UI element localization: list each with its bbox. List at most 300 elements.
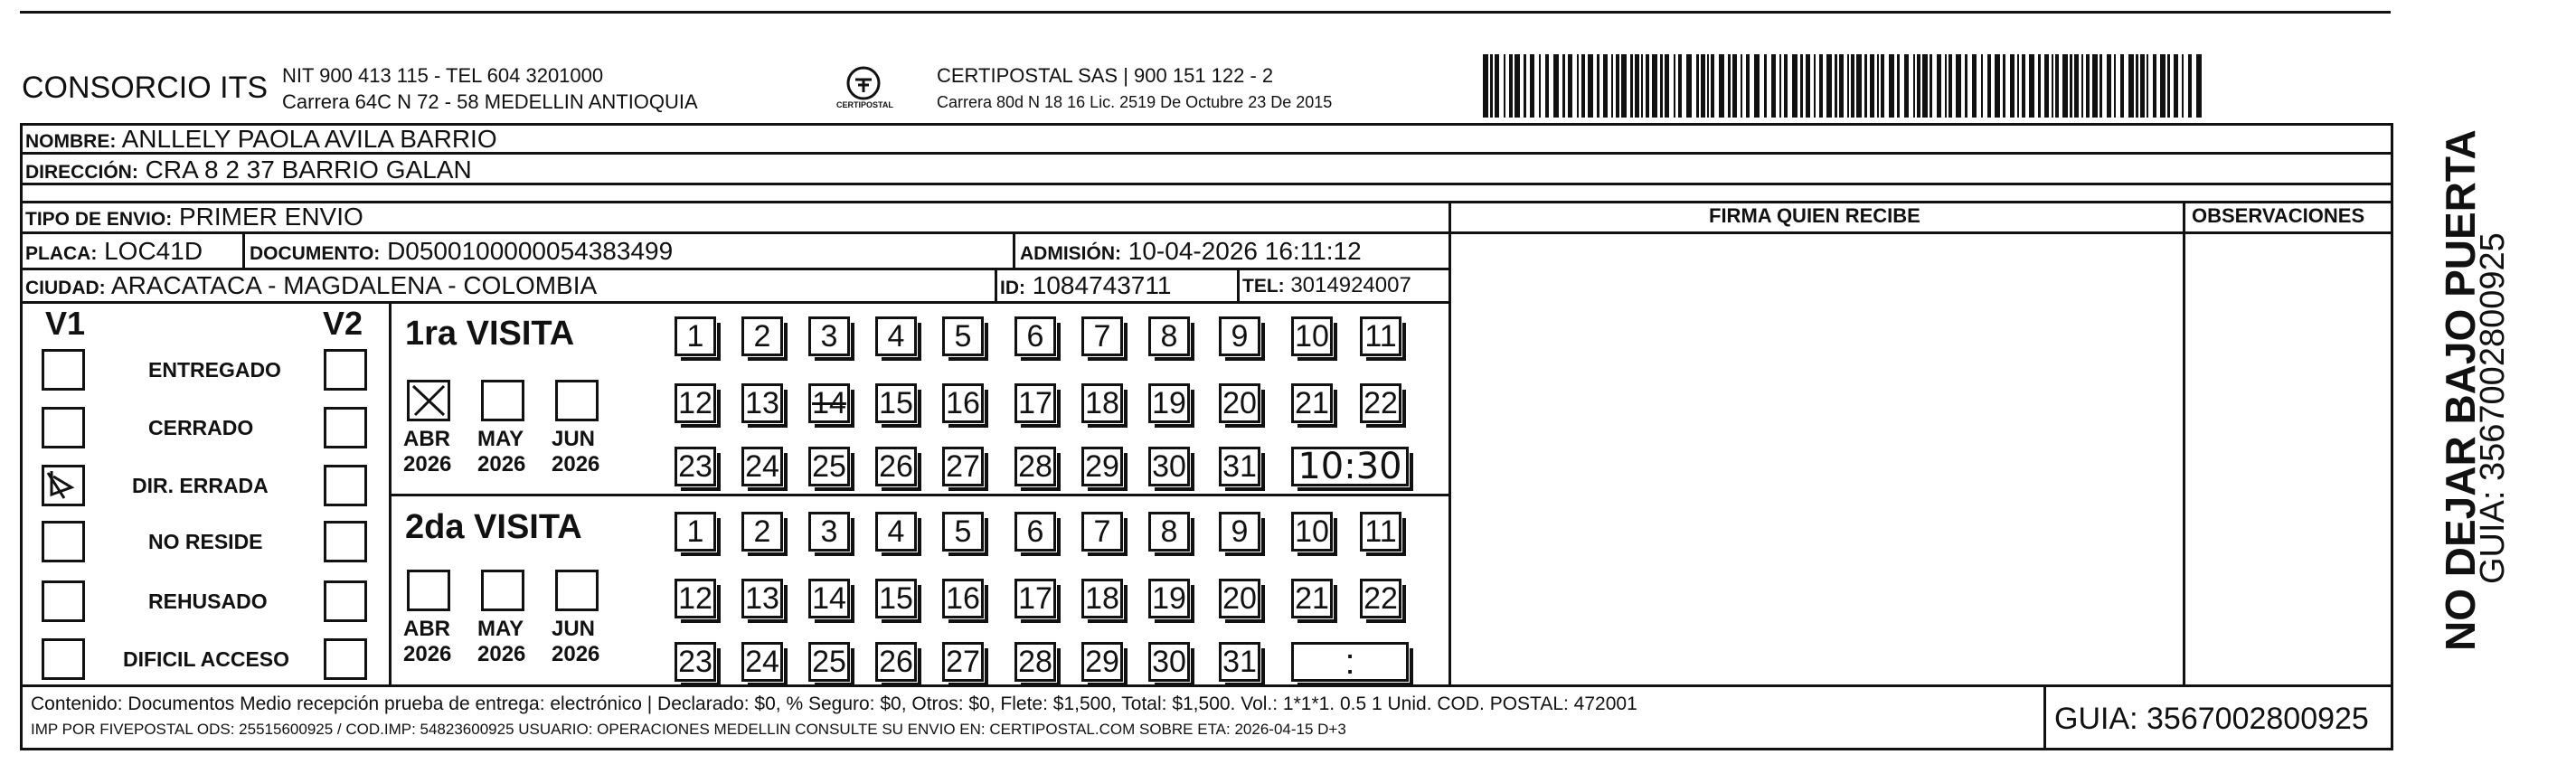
day-box[interactable] — [1360, 512, 1401, 552]
barcode-bar — [1686, 54, 1692, 118]
day-number: 21 — [1295, 385, 1329, 420]
barcode-bar — [1995, 54, 2000, 118]
day-number: 26 — [879, 448, 913, 484]
barcode-bar — [1616, 54, 1619, 118]
day-number: 29 — [1085, 448, 1119, 484]
year-label: 2026 — [477, 452, 526, 476]
barcode-bar — [1792, 54, 1798, 118]
barcode-bar — [1897, 54, 1900, 118]
admision-value: 10-04-2026 16:11:12 — [1128, 237, 1362, 265]
day-box[interactable] — [1291, 316, 1333, 356]
day-number: 19 — [1152, 385, 1186, 420]
day-number: 15 — [879, 580, 913, 616]
day-number: 19 — [1152, 580, 1186, 616]
col-line — [2043, 687, 2046, 750]
barcode-bar — [1577, 54, 1579, 118]
row-line — [20, 268, 1448, 270]
month-label: JUN — [552, 617, 596, 641]
barcode-bar — [1696, 54, 1699, 118]
certipostal-logo-icon — [845, 65, 882, 101]
barcode-bar — [2196, 54, 2202, 118]
barcode-bar — [1621, 54, 1627, 118]
day-box[interactable] — [675, 447, 716, 486]
v1-checkbox[interactable] — [42, 638, 85, 680]
day-box[interactable] — [741, 383, 783, 423]
id-label: ID: — [1000, 278, 1025, 298]
day-number: 6 — [1026, 514, 1044, 549]
day-box[interactable] — [1081, 383, 1123, 423]
barcode-bar — [1881, 54, 1884, 118]
day-number: 18 — [1085, 385, 1119, 420]
year-label: 2026 — [477, 642, 526, 666]
barcode-bar — [1965, 54, 1967, 118]
v2-checkbox[interactable] — [324, 465, 367, 506]
v1-label: V1 — [45, 305, 86, 342]
time-box[interactable] — [1291, 447, 1409, 486]
barcode-bar — [1665, 54, 1669, 118]
firma-area[interactable] — [1451, 234, 2183, 684]
day-box[interactable] — [741, 512, 783, 552]
id-value: 1084743711 — [1032, 271, 1172, 299]
barcode-bar — [1719, 54, 1724, 118]
month-label: MAY — [477, 617, 524, 641]
day-box[interactable] — [675, 512, 716, 552]
barcode-bar — [1913, 54, 1915, 118]
day-number: 9 — [1231, 318, 1249, 354]
day-box[interactable] — [1360, 579, 1401, 618]
day-box[interactable] — [741, 447, 783, 486]
day-box[interactable] — [1148, 383, 1190, 423]
barcode-bar — [1956, 54, 1961, 118]
day-box[interactable] — [875, 447, 917, 486]
barcode-bar — [1678, 54, 1682, 118]
company-name: CONSORCIO ITS — [22, 71, 269, 105]
nombre-row — [25, 127, 497, 152]
barcode-bar — [1889, 54, 1894, 118]
barcode-bar — [1764, 54, 1767, 118]
barcode-bar — [2147, 54, 2148, 118]
day-box[interactable] — [1360, 383, 1401, 423]
v2-checkbox[interactable] — [324, 521, 367, 562]
footer-imp: IMP POR FIVEPOSTAL ODS: 25515600925 / COD.IMP: 54823600925 USUARIO: OPERACIONES MEDELLIN CONSULTE SU ENVIO EN: CERTIPOSTAL.COM SOBRE ETA: 2026-04-15 D+3 — [31, 721, 1346, 738]
year-label: 2026 — [552, 642, 600, 666]
barcode-bar — [1741, 54, 1742, 118]
v1-checkbox[interactable] — [42, 521, 85, 562]
observaciones-header: OBSERVACIONES — [2192, 204, 2365, 227]
col-line — [242, 234, 245, 268]
year-label: 2026 — [552, 452, 600, 476]
top-border — [20, 11, 2391, 14]
nit-line: NIT 900 413 115 - TEL 604 3201000 — [282, 64, 604, 87]
day-box[interactable] — [1219, 579, 1260, 618]
col-line — [1013, 234, 1015, 268]
row-line — [20, 301, 1448, 304]
day-number: 23 — [678, 448, 712, 484]
day-box[interactable] — [1081, 316, 1123, 356]
day-number: 29 — [1085, 644, 1119, 679]
day-box[interactable] — [1081, 447, 1123, 486]
barcode-bar — [1972, 54, 1977, 118]
documento-value: D0500100000054383499 — [387, 237, 674, 265]
side-warning: NO DEJAR BAJO PUERTA — [2437, 129, 2484, 651]
day-box[interactable] — [875, 512, 917, 552]
barcode-bar — [1839, 54, 1844, 118]
barcode-bar — [1539, 54, 1541, 118]
firma-header: FIRMA QUIEN RECIBE — [1709, 204, 1920, 227]
barcode-bar — [1814, 54, 1816, 118]
day-number: 31 — [1222, 448, 1257, 484]
placa-value: LOC41D — [104, 237, 203, 265]
day-number: 8 — [1160, 318, 1178, 354]
day-box[interactable] — [1148, 512, 1190, 552]
barcode-bar — [1597, 54, 1599, 118]
barcode-bar — [2010, 54, 2015, 118]
barcode-bar — [1864, 54, 1867, 118]
barcode-bar — [2188, 54, 2192, 118]
month-label: JUN — [552, 427, 596, 451]
day-number: 24 — [745, 644, 779, 679]
observaciones-area[interactable] — [2185, 234, 2391, 684]
barcode-bar — [1917, 54, 1920, 118]
documento-row — [250, 239, 673, 264]
day-number: 8 — [1160, 514, 1178, 549]
day-box[interactable] — [1219, 512, 1260, 552]
v2-checkbox[interactable] — [324, 638, 367, 680]
barcode-bar — [1922, 54, 1928, 118]
barcode-bar — [1635, 54, 1639, 118]
day-box[interactable] — [1014, 383, 1056, 423]
barcode-bar — [1728, 54, 1731, 118]
barcode-bar — [1930, 54, 1932, 118]
month-label: ABR — [403, 427, 450, 451]
day-box[interactable] — [675, 383, 716, 423]
day-number: 25 — [812, 448, 846, 484]
day-number: 3 — [820, 514, 838, 549]
day-box[interactable] — [942, 383, 984, 423]
carrier-address: Carrera 80d N 18 16 Lic. 2519 De Octubre 23 De 2015 — [937, 93, 1333, 111]
ciudad-label: CIUDAD: — [25, 278, 106, 298]
day-number: 28 — [1018, 644, 1052, 679]
day-number: 23 — [678, 644, 712, 679]
barcode-bar — [2136, 54, 2138, 118]
month-checkbox[interactable] — [555, 570, 599, 611]
status-label: DIR. ERRADA — [132, 474, 269, 497]
day-box[interactable] — [1148, 579, 1190, 618]
day-number: 2 — [753, 318, 771, 354]
barcode-bar — [1835, 54, 1837, 118]
day-box[interactable] — [1014, 512, 1056, 552]
barcode-bar — [1826, 54, 1832, 118]
day-number: 16 — [946, 385, 980, 420]
time-box[interactable] — [1291, 642, 1409, 682]
day-box[interactable] — [942, 316, 984, 356]
barcode-bar — [1732, 54, 1737, 118]
day-number: 10 — [1295, 318, 1329, 354]
barcode-bar — [2174, 54, 2178, 118]
day-number: 21 — [1295, 580, 1329, 616]
tel-label: TEL: — [1242, 276, 1285, 297]
barcode-bar — [1847, 54, 1849, 118]
day-box[interactable] — [1014, 316, 1056, 356]
barcode-bar — [1711, 54, 1714, 118]
barcode-bar — [1779, 54, 1781, 118]
barcode-bar — [1483, 54, 1488, 118]
day-number: 12 — [678, 580, 712, 616]
id-row — [1000, 273, 1171, 298]
day-number: 25 — [812, 644, 846, 679]
barcode-bar — [2081, 54, 2083, 118]
day-box[interactable] — [1081, 512, 1123, 552]
carrier-line: CERTIPOSTAL SAS | 900 151 122 - 2 — [937, 64, 1274, 87]
barcode-bar — [2182, 54, 2184, 118]
barcode-bar — [1588, 54, 1593, 118]
row-line — [20, 201, 2393, 203]
day-box[interactable] — [1148, 316, 1190, 356]
day-box[interactable] — [675, 579, 716, 618]
barcode-bar — [1870, 54, 1874, 118]
barcode-bar — [1674, 54, 1675, 118]
handwritten-mark-icon — [44, 467, 82, 504]
year-label: 2026 — [403, 452, 452, 476]
v1-checkbox[interactable] — [42, 407, 85, 448]
day-box[interactable] — [1291, 512, 1333, 552]
barcode-bar — [2044, 54, 2049, 118]
day-number: 22 — [1363, 385, 1398, 420]
day-box[interactable] — [808, 383, 850, 423]
barcode-bar — [2029, 54, 2034, 118]
day-number: 30 — [1152, 448, 1186, 484]
barcode-bar — [1771, 54, 1776, 118]
barcode-bar — [2107, 54, 2111, 118]
row-line — [20, 684, 2393, 687]
month-checkbox[interactable] — [407, 570, 450, 611]
day-number: 3 — [820, 318, 838, 354]
day-number: 1 — [686, 514, 704, 549]
barcode-bar — [2055, 54, 2059, 118]
time-value: 10:30 — [1297, 446, 1402, 487]
ciudad-value: ARACATACA - MAGDALENA - COLOMBIA — [110, 271, 598, 299]
day-box[interactable] — [1081, 642, 1123, 682]
tipo-value: PRIMER ENVIO — [178, 203, 363, 231]
placa-row — [25, 239, 203, 264]
month-label: ABR — [403, 617, 450, 641]
day-number: 13 — [745, 385, 779, 420]
barcode-bar — [1581, 54, 1585, 118]
day-number: 10 — [1295, 514, 1329, 549]
day-box[interactable] — [808, 512, 850, 552]
v2-checkbox[interactable] — [324, 580, 367, 622]
barcode-bar — [1524, 54, 1526, 118]
barcode-bar — [1819, 54, 1823, 118]
day-box[interactable] — [741, 579, 783, 618]
barcode-bar — [1568, 54, 1572, 118]
barcode-bar — [2092, 54, 2098, 118]
v2-checkbox[interactable] — [324, 349, 367, 391]
day-box[interactable] — [1014, 642, 1056, 682]
barcode-bar — [1603, 54, 1608, 118]
status-label: NO RESIDE — [148, 530, 263, 553]
month-checkbox[interactable] — [555, 380, 599, 421]
barcode-bar — [1490, 54, 1493, 118]
v1-checkbox[interactable] — [42, 580, 85, 622]
barcode-bar — [1784, 54, 1788, 118]
day-number: 1 — [686, 318, 704, 354]
logo-text: CERTIPOSTAL — [836, 100, 893, 109]
side-guia: GUIA: 3567002800925 — [2474, 232, 2512, 584]
barcode-bar — [2153, 54, 2156, 118]
day-box[interactable] — [741, 642, 783, 682]
day-box[interactable] — [675, 642, 716, 682]
day-box[interactable] — [1219, 447, 1260, 486]
barcode-bar — [2128, 54, 2134, 118]
barcode-bar — [2120, 54, 2124, 118]
month-checkbox[interactable] — [407, 380, 450, 421]
barcode-bar — [1660, 54, 1663, 118]
status-label: CERRADO — [148, 416, 254, 439]
day-box[interactable] — [875, 383, 917, 423]
admision-label: ADMISIÓN: — [1020, 243, 1121, 264]
barcode-bar — [2062, 54, 2068, 118]
day-box[interactable] — [741, 316, 783, 356]
ciudad-row — [25, 273, 597, 298]
day-number: 28 — [1018, 448, 1052, 484]
day-box[interactable] — [675, 316, 716, 356]
day-number: 6 — [1026, 318, 1044, 354]
barcode-bar — [2114, 54, 2116, 118]
month-checkbox[interactable] — [481, 380, 524, 421]
day-number: 5 — [954, 514, 972, 549]
col-line — [1237, 268, 1240, 301]
barcode-bar — [2070, 54, 2072, 118]
day-box[interactable] — [1291, 383, 1333, 423]
day-box[interactable] — [1219, 383, 1260, 423]
day-number: 2 — [753, 514, 771, 549]
barcode-bar — [2160, 54, 2166, 118]
barcode-bar — [1987, 54, 1991, 118]
status-label: REHUSADO — [148, 590, 268, 613]
day-number: 31 — [1222, 644, 1257, 679]
day-number: 11 — [1364, 318, 1397, 354]
day-box[interactable] — [808, 316, 850, 356]
barcode-bar — [1746, 54, 1750, 118]
barcode-bar — [1509, 54, 1513, 118]
barcode-bar — [2086, 54, 2090, 118]
barcode-bar — [1646, 54, 1649, 118]
barcode-bar — [1754, 54, 1760, 118]
barcode-bar — [1652, 54, 1657, 118]
barcode-bar — [1937, 54, 1941, 118]
day-number: 22 — [1363, 580, 1398, 616]
barcode-bar — [2074, 54, 2079, 118]
day-number: 24 — [745, 448, 779, 484]
day-box[interactable] — [808, 447, 850, 486]
barcode-bar — [1553, 54, 1559, 118]
day-box[interactable] — [875, 316, 917, 356]
day-box[interactable] — [808, 642, 850, 682]
day-box[interactable] — [1219, 316, 1260, 356]
day-number: 5 — [954, 318, 972, 354]
day-box[interactable] — [1219, 642, 1260, 682]
visita2-title: 2da VISITA — [405, 508, 582, 546]
barcode-bar — [2003, 54, 2005, 118]
direccion-value: CRA 8 2 37 BARRIO GALAN — [145, 156, 472, 184]
day-box[interactable] — [808, 579, 850, 618]
placa-label: PLACA: — [25, 243, 98, 264]
day-number: 9 — [1231, 514, 1249, 549]
visita1-title: 1ra VISITA — [405, 315, 575, 353]
barcode-bar — [1877, 54, 1879, 118]
status-label: ENTREGADO — [148, 358, 281, 382]
admision-row — [1020, 239, 1362, 264]
barcode-bar — [1949, 54, 1952, 118]
day-box[interactable] — [875, 642, 917, 682]
row-line — [20, 231, 1448, 234]
direccion-label: DIRECCIÓN: — [25, 162, 138, 183]
barcode-bar — [1504, 54, 1505, 118]
day-number: 4 — [887, 318, 905, 354]
company-address: Carrera 64C N 72 - 58 MEDELLIN ANTIOQUIA — [282, 90, 698, 113]
col-line — [995, 268, 997, 301]
barcode-bar — [1641, 54, 1643, 118]
day-number: 13 — [745, 580, 779, 616]
col-line — [389, 494, 1448, 496]
tipo-row — [25, 204, 363, 230]
status-label: DIFICIL ACCESO — [123, 647, 290, 671]
barcode-bar — [2017, 54, 2019, 118]
day-number: 12 — [678, 385, 712, 420]
day-box[interactable] — [1081, 579, 1123, 618]
day-number: 7 — [1093, 318, 1111, 354]
tel-row — [1242, 275, 1411, 297]
day-number: 17 — [1018, 580, 1052, 616]
v1-checkbox[interactable] — [42, 465, 85, 506]
tel-value: 3014924007 — [1290, 273, 1411, 297]
footer-guia: GUIA: 3567002800925 — [2054, 702, 2369, 736]
barcode-bar — [2167, 54, 2170, 118]
day-number: 11 — [1364, 514, 1397, 549]
day-box[interactable] — [1360, 316, 1401, 356]
nombre-label: NOMBRE: — [25, 131, 117, 152]
barcode-bar — [1495, 54, 1499, 118]
day-box[interactable] — [1014, 579, 1056, 618]
month-checkbox[interactable] — [481, 570, 524, 611]
v2-label: V2 — [323, 305, 363, 342]
tipo-label: TIPO DE ENVIO: — [25, 209, 173, 230]
time-value: : — [1345, 641, 1355, 682]
day-box[interactable] — [1148, 447, 1190, 486]
day-box[interactable] — [875, 579, 917, 618]
day-box[interactable] — [942, 447, 984, 486]
barcode-bar — [1701, 54, 1705, 118]
day-box[interactable] — [1148, 642, 1190, 682]
year-label: 2026 — [403, 642, 452, 666]
barcode — [1483, 54, 2206, 118]
day-box[interactable] — [1291, 579, 1333, 618]
day-box[interactable] — [942, 642, 984, 682]
barcode-bar — [1806, 54, 1810, 118]
day-box[interactable] — [1014, 447, 1056, 486]
barcode-bar — [1611, 54, 1613, 118]
barcode-bar — [1851, 54, 1854, 118]
x-mark-icon — [410, 382, 448, 419]
day-number: 15 — [879, 385, 913, 420]
v1-checkbox[interactable] — [42, 349, 85, 391]
day-number: 16 — [946, 580, 980, 616]
day-box[interactable] — [942, 579, 984, 618]
v2-checkbox[interactable] — [324, 407, 367, 448]
day-box[interactable] — [942, 512, 984, 552]
day-number: 27 — [946, 448, 980, 484]
